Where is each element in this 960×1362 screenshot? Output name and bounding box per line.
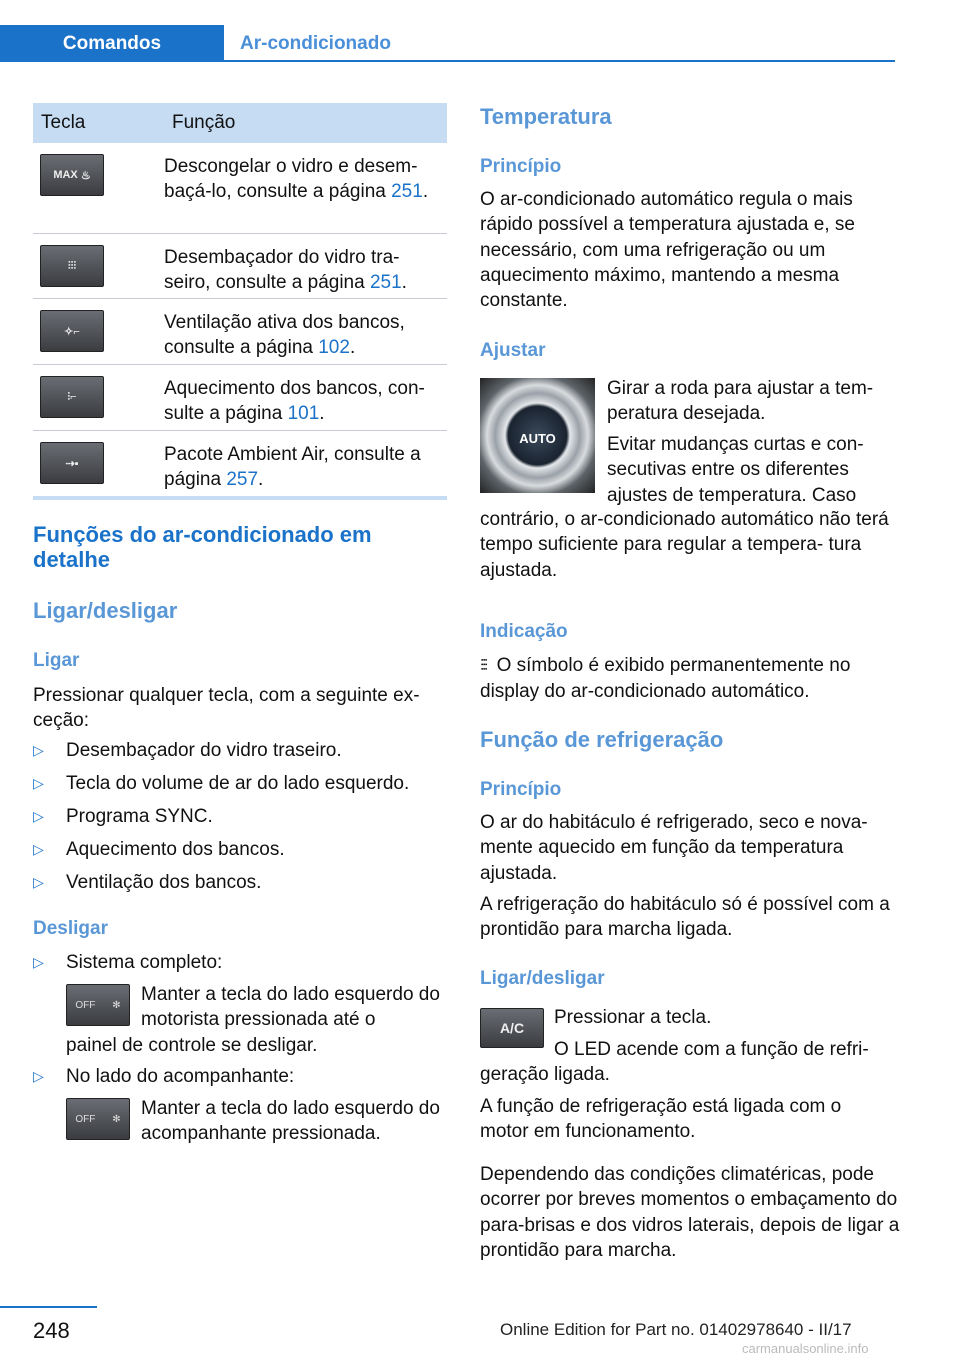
list-item: ▷ No lado do acompanhante: (33, 1066, 295, 1087)
ligdesl-text: Pressionar a tecla. (554, 1007, 712, 1028)
row-text: Pacote Ambient Air, consulte a página 257. (164, 444, 421, 490)
table-row (33, 431, 447, 496)
edition-text: Online Edition for Part no. 01402978640 - II/17 (500, 1320, 852, 1339)
section-title: Funções do ar-condicionado em detalhe (33, 522, 372, 572)
principio2-text: O ar do habitáculo é refrigerado, seco e nova‐ mente aquecido em função da temperatura ajustada. (480, 812, 868, 884)
indicacao-para: ⫶⫶⫶ O símbolo é exibido permanentemente no display do ar-condicionado automático. (480, 655, 851, 703)
row-text: Desembaçador do vidro tra‐ seiro, consulte a página 251. (164, 247, 407, 293)
table-bottom-rule (33, 496, 447, 500)
title-refrigeracao: Função de refrigeração (480, 727, 724, 752)
triangle-bullet-icon: ▷ (33, 775, 44, 791)
heading-desligar: Desligar (33, 918, 108, 939)
fan-off-key-icon: OFF ✻ (66, 984, 130, 1026)
list-item: ▷ Ventilação dos bancos. (33, 870, 448, 903)
rear-defrost-icon: ⫶⫶⫶ (40, 245, 104, 287)
ajustar-text-2: Evitar mudanças curtas e con‐ secutivas entre os diferentes ajustes de temperatura. Caso (607, 434, 864, 506)
ajustar-text-3: contrário, o ar-condicionado automático não terá tempo suficiente para regular a tempera‐ tura ajustada. (480, 509, 889, 581)
column-header-key: Tecla (41, 112, 86, 133)
heading-principio-2: Princípio (480, 779, 562, 800)
triangle-bullet-icon: ▷ (33, 841, 44, 857)
ajustar-text: Girar a roda para ajustar a tem‐ peratura desejada. (607, 378, 874, 425)
list-item: ▷ Sistema completo: (33, 952, 223, 973)
page-link[interactable]: 251 (369, 272, 402, 293)
ambient-air-icon: ⇢▪ (40, 442, 104, 484)
bullet1-text: Manter a tecla do lado esquerdo do motorista pressionada até o (141, 984, 440, 1031)
heading-ligar-desligar: Ligar/desligar (480, 968, 605, 989)
ligdesl-text-2: O LED acende com a função de refri‐ (554, 1039, 869, 1060)
tab-ar-condicionado[interactable]: Ar-condicionado (240, 33, 391, 54)
table-row (33, 143, 447, 234)
list-item: ▷ Programa SYNC. (33, 804, 448, 837)
seat-ventilation-icon: ✧⌐ (40, 310, 104, 352)
triangle-bullet-icon: ▷ (33, 808, 44, 824)
ac-key-icon: A/C (480, 1008, 544, 1048)
triangle-bullet-icon: ▷ (33, 1068, 44, 1084)
keys-table (33, 103, 447, 500)
table-header (33, 103, 447, 143)
row-text: Ventilação ativa dos bancos, consulte a página 102. (164, 312, 405, 358)
tab-comandos[interactable]: Comandos (0, 25, 224, 62)
fan-off-key-icon: OFF ✻ (66, 1098, 130, 1140)
header-divider (0, 60, 895, 62)
row-text: Descongelar o vidro e desem‐ baçá-lo, consulte a página 251. (164, 156, 429, 202)
ligar-text: Pressionar qualquer tecla, com a seguinte ex‐ ceção: (33, 685, 420, 732)
list-item: ▷ Aquecimento dos bancos. (33, 837, 448, 870)
table-row (33, 234, 447, 299)
row-text: Aquecimento dos bancos, con‐ sulte a página 101. (164, 378, 425, 424)
page-link[interactable]: 102 (318, 337, 350, 358)
list-item: ▷ Tecla do volume de ar do lado esquerdo. (33, 771, 448, 804)
footer-rule (0, 1306, 97, 1308)
table-row (33, 299, 447, 365)
list-item: ▷ Desembaçador do vidro traseiro. (33, 738, 448, 771)
ligdesl-text-3: A função de refrigeração está ligada com o motor em funcionamento. (480, 1096, 842, 1143)
title-temperatura: Temperatura (480, 104, 612, 129)
subtitle-ligar-desligar: Ligar/desligar (33, 598, 178, 623)
page-link[interactable]: 257 (226, 469, 259, 490)
principio-text: O ar-condicionado automático regula o mais rápido possível a temperatura ajustada e, se necessário, com uma refrigeração ou um aquecimento máximo, mantendo a mesma constante. (480, 189, 855, 312)
triangle-bullet-icon: ▷ (33, 874, 44, 890)
principio2-text-2: A refrigeração do habitáculo só é possível com a prontidão para marcha ligada. (480, 894, 890, 941)
triangle-bullet-icon: ▷ (33, 742, 44, 758)
final-text: Dependendo das condições climatéricas, pode ocorrer por breves momentos o embaçamento do para-brisas e dos vidros laterais, depois de ligar a prontidão para marcha. (480, 1164, 900, 1261)
heading-ligar: Ligar (33, 650, 80, 671)
seat-heating-icon: ⫶⌐ (40, 376, 104, 418)
page-link[interactable]: 251 (391, 181, 423, 202)
bullet1-text-cont: painel de controle se desligar. (66, 1035, 318, 1056)
column-header-function: Função (172, 112, 236, 133)
heading-principio: Princípio (480, 156, 562, 177)
temperature-knob-image: AUTO (480, 378, 595, 493)
bullet2-text: Manter a tecla do lado esquerdo do acompanhante pressionada. (141, 1098, 440, 1145)
page-link[interactable]: 101 (287, 403, 320, 424)
heading-ajustar: Ajustar (480, 340, 546, 361)
max-defrost-icon: MAX ♨ (40, 154, 104, 196)
watermark: carmanualsonline.info (742, 1341, 869, 1356)
ligdesl-text-2-cont: geração ligada. (480, 1064, 610, 1085)
triangle-bullet-icon: ▷ (33, 954, 44, 970)
ligar-bullet-list (33, 738, 448, 903)
page-number: 248 (33, 1318, 70, 1343)
defrost-symbol-icon: ⫶⫶⫶ (480, 658, 487, 675)
heading-indicacao: Indicação (480, 621, 568, 642)
table-row (33, 365, 447, 431)
